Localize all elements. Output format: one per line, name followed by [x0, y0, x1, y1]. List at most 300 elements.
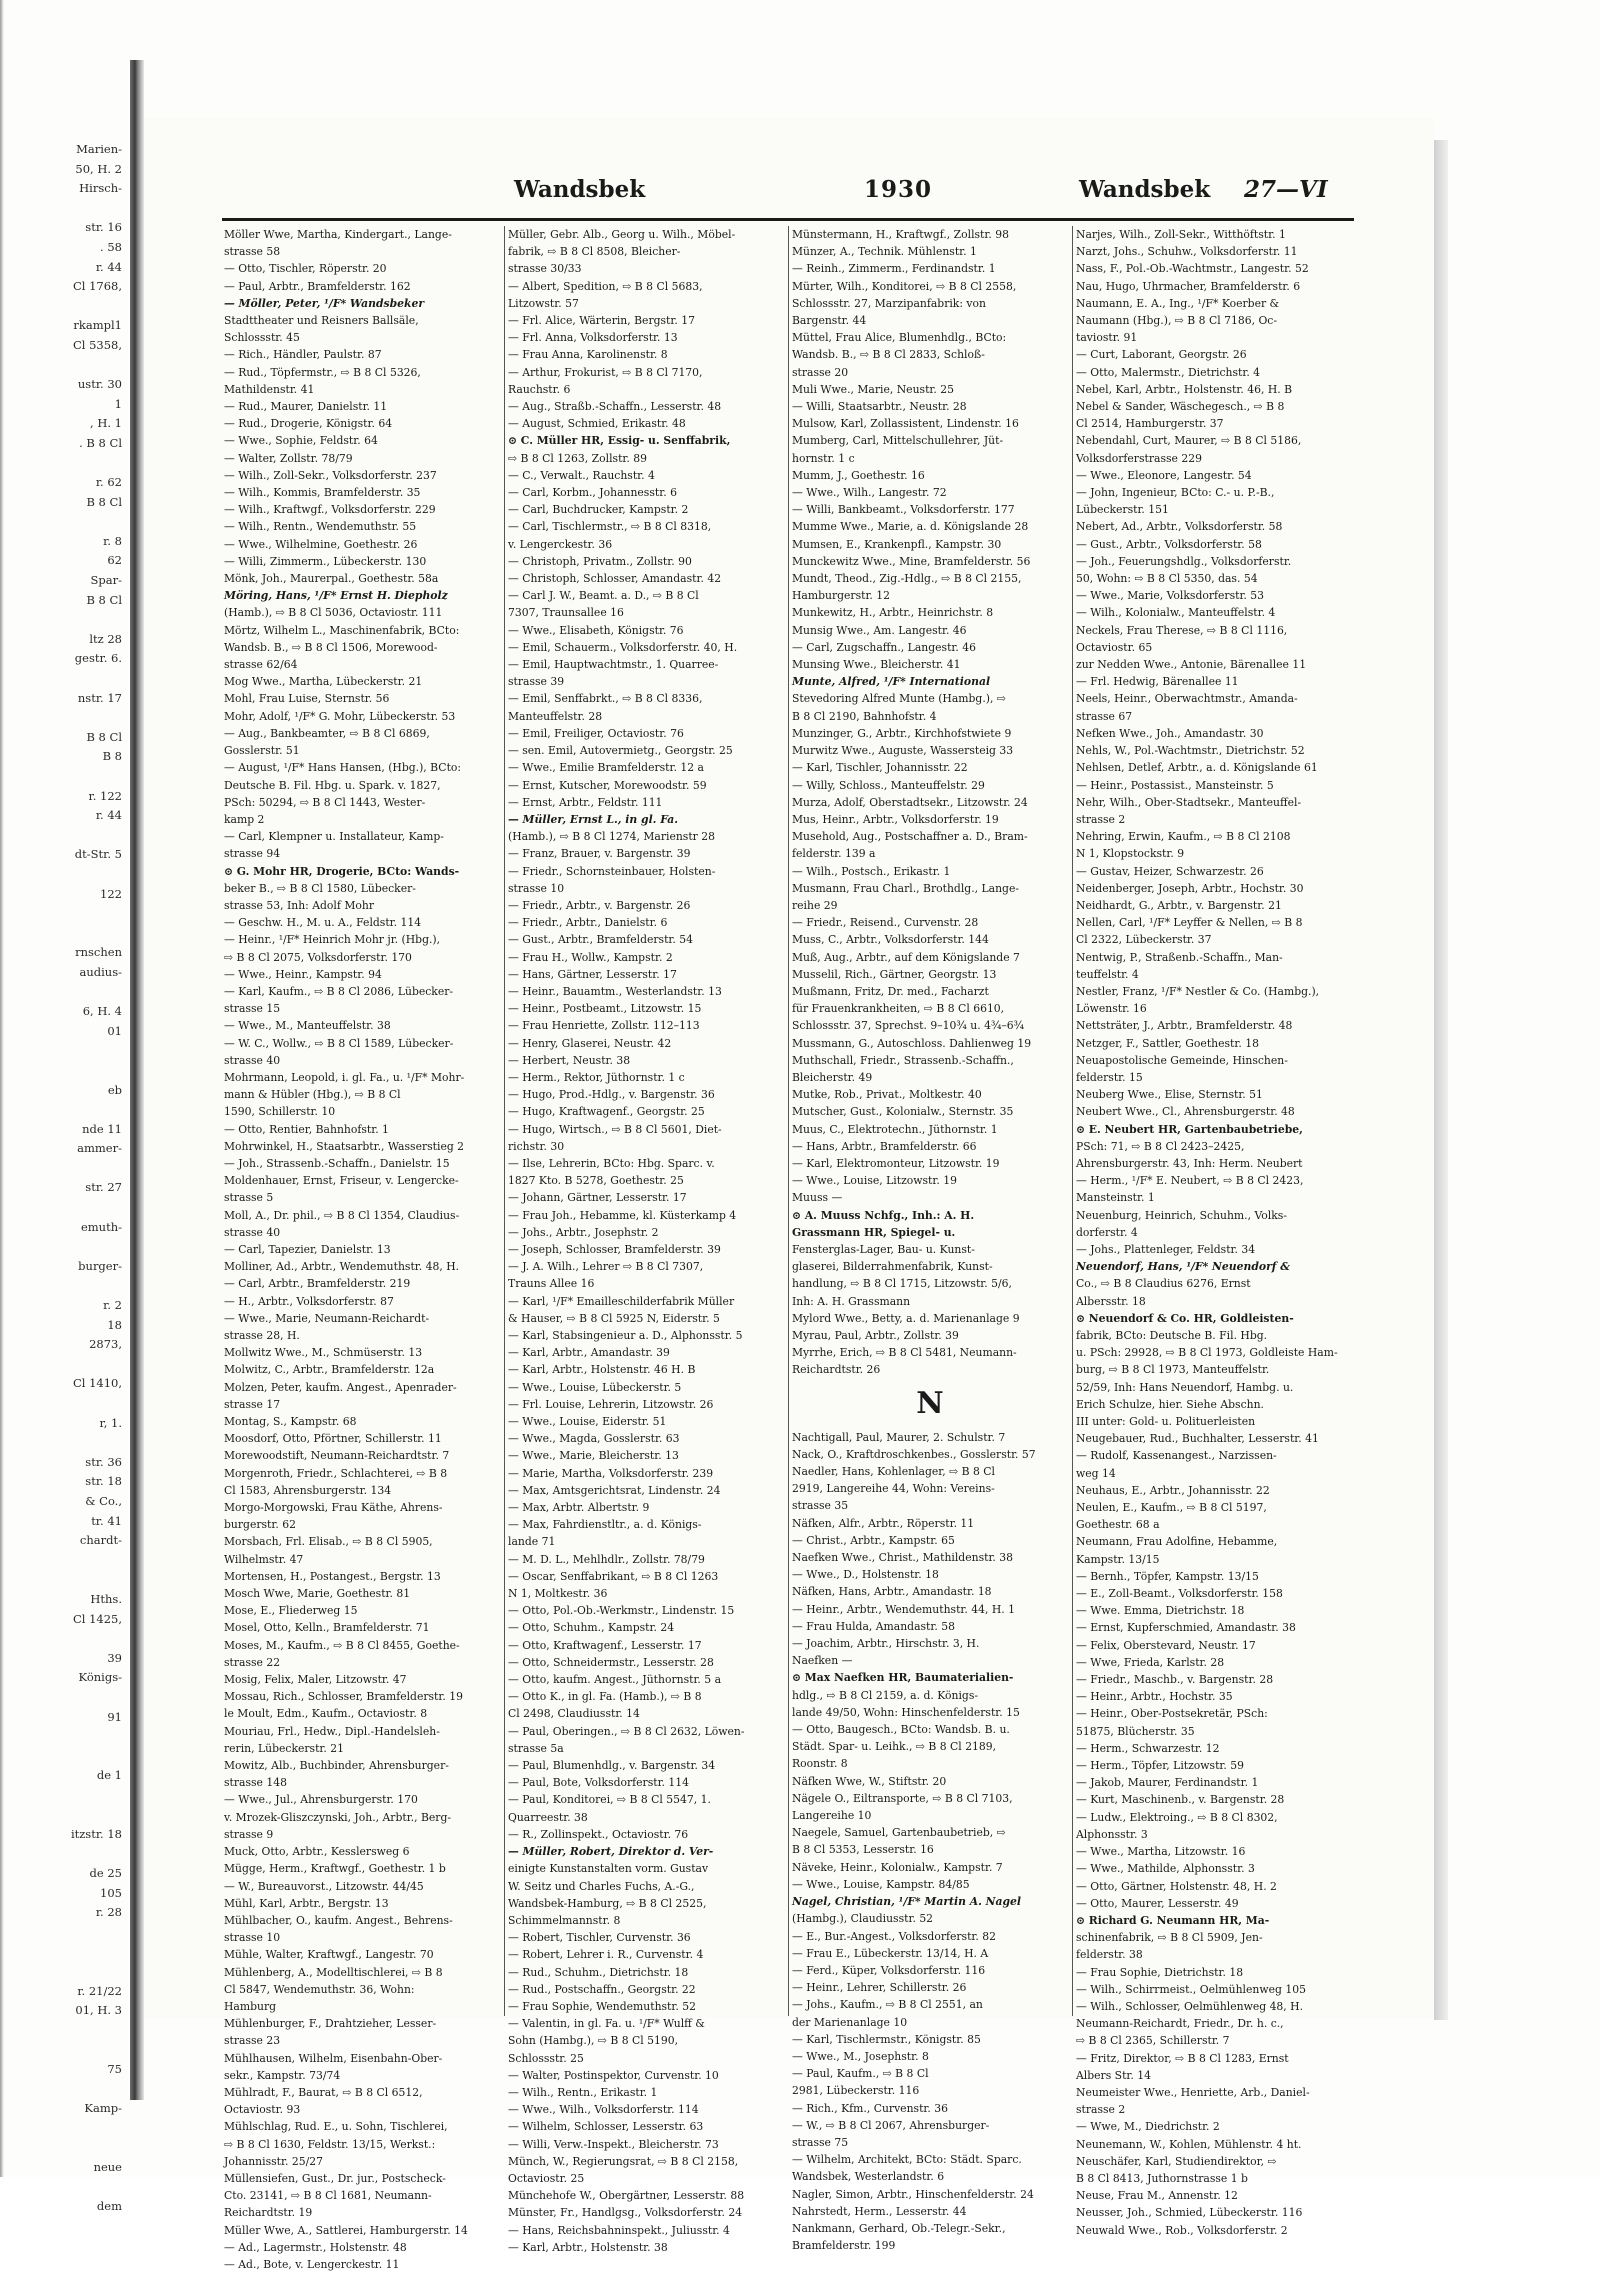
directory-entry: fabrik, BCto: Deutsche B. Fil. Hbg.	[1076, 1329, 1268, 1342]
prev-page-line	[0, 199, 128, 219]
directory-entry: felderstr. 15	[1076, 1070, 1143, 1084]
directory-entry: Mulsow, Karl, Zollassistent, Lindenstr. 16	[792, 417, 1019, 431]
prev-page-line: burger-	[78, 1258, 122, 1273]
directory-entry: — Fritz, Direktor, ⇨ B 8 Cl 1283, Ernst	[1076, 2051, 1289, 2065]
directory-entry: reihe 29	[792, 898, 838, 912]
directory-entry: Naumann (Hbg.), ⇨ B 8 Cl 7186, Oc-	[1076, 314, 1277, 328]
prev-page-line: Cl 1410,	[72, 1376, 122, 1391]
directory-entry: — Ernst, Kutscher, Morewoodstr. 59	[508, 778, 707, 792]
directory-entry: — Gust., Arbtr., Bramfelderstr. 54	[508, 933, 693, 947]
directory-entry: strasse 148	[224, 1776, 287, 1790]
directory-entry: kamp 2	[224, 812, 265, 826]
directory-entry: — Valentin, in gl. Fa. u. ¹/F* Wulff &	[508, 2017, 705, 2031]
directory-entry: — Ad., Bote, v. Lengerckestr. 11	[224, 2257, 400, 2271]
directory-entry: Wandsb. B., ⇨ B 8 Cl 1506, Morewood-	[224, 640, 438, 654]
prev-page-line: gestr. 6.	[74, 651, 122, 666]
directory-entry: Mohrmann, Leopold, i. gl. Fa., u. ¹/F* Mohr-	[224, 1070, 465, 1084]
directory-entry: — Wilh., Schirrmeist., Oelmühlenweg 105	[1076, 1982, 1306, 1996]
directory-entry: — Robert, Lehrer i. R., Curvenstr. 4	[508, 1948, 704, 1962]
directory-entry: — Otto, Rentier, Bahnhofstr. 1	[224, 1122, 389, 1136]
directory-entry: Neuberg Wwe., Elise, Sternstr. 51	[1076, 1088, 1263, 1102]
prev-page-line: . 58	[100, 239, 122, 254]
directory-entry: Wandsb. B., ⇨ B 8 Cl 2833, Schloß-	[792, 348, 985, 362]
directory-entry: Alphonsstr. 3	[1076, 1827, 1148, 1841]
directory-entry: — Walter, Zollstr. 78/79	[224, 451, 353, 465]
directory-entry: — Paul, Oberingen., ⇨ B 8 Cl 2632, Löwen-	[508, 1724, 745, 1738]
directory-entry: Neumann, Frau Adolfine, Hebamme,	[1076, 1535, 1278, 1549]
directory-entry: — Geschw. H., M. u. A., Feldstr. 114	[224, 916, 422, 930]
directory-entry: Muuss —	[792, 1191, 843, 1205]
directory-entry: — Arthur, Frokurist, ⇨ B 8 Cl 7170,	[508, 365, 703, 379]
directory-entry: — Wwe., Elisabeth, Königstr. 76	[508, 623, 684, 637]
directory-entry: — Rud., Postschaffn., Georgstr. 22	[508, 1982, 696, 1996]
prev-page-line: 39	[107, 1650, 122, 1665]
directory-entry: Kampstr. 13/15	[1076, 1552, 1160, 1566]
directory-entry: — Carl J. W., Beamt. a. D., ⇨ B 8 Cl	[508, 589, 699, 603]
prev-page-line: Marien-	[76, 142, 122, 156]
directory-entry: — Wwe., Magda, Gosslerstr. 63	[508, 1432, 680, 1446]
directory-entry: Mügge, Herm., Kraftwgf., Goethestr. 1 b	[224, 1862, 446, 1876]
directory-entry: — Wwe., Wilh., Langestr. 72	[792, 486, 947, 500]
directory-entry: — Herm., Rektor, Jüthornstr. 1 c	[508, 1070, 685, 1084]
prev-page-line: de 25	[89, 1866, 122, 1881]
directory-entry: ⇨ B 8 Cl 2365, Schillerstr. 7	[1076, 2034, 1230, 2048]
directory-entry: Octaviostr. 25	[508, 2171, 585, 2185]
directory-entry: (Hambg.), Claudiusstr. 52	[792, 1912, 934, 1926]
directory-entry: — Paul, Kaufm., ⇨ B 8 Cl	[792, 2067, 929, 2081]
directory-entry: strasse 94	[224, 847, 281, 861]
directory-entry: Molwitz, C., Arbtr., Bramfelderstr. 12a	[224, 1363, 435, 1377]
prev-page-line: r. 44	[95, 808, 122, 823]
directory-entry: Muss, C., Arbtr., Volksdorferstr. 144	[792, 933, 989, 947]
directory-entry: Mouriau, Frl., Hedw., Dipl.-Handelsleh-	[224, 1724, 440, 1738]
directory-entry: — Heinr., Ober-Postsekretär, PSch:	[1076, 1707, 1268, 1721]
directory-entry: — Hans, Gärtner, Lesserstr. 17	[508, 967, 677, 981]
directory-entry: — Herbert, Neustr. 38	[508, 1053, 631, 1067]
directory-entry: strasse 10	[224, 1931, 281, 1945]
directory-entry: — Robert, Tischler, Curvenstr. 36	[508, 1931, 691, 1945]
directory-entry: Neidhardt, G., Arbtr., v. Bargenstr. 21	[1076, 898, 1282, 912]
prev-page-line: 50, H. 2	[75, 161, 122, 176]
prev-page-line: r. 44	[95, 259, 122, 274]
header-city-right: Wandsbek	[1079, 176, 1211, 203]
directory-entry: Murwitz Wwe., Auguste, Wassersteig 33	[792, 744, 1014, 758]
directory-column-3	[792, 226, 1068, 2253]
prev-page-line	[0, 356, 128, 376]
prev-page-line	[0, 1394, 128, 1414]
directory-entry: strasse 20	[792, 365, 849, 379]
directory-entry: — Willy, Schloss., Manteuffelstr. 29	[792, 778, 985, 792]
directory-entry: Molliner, Ad., Arbtr., Wendemuthstr. 48, H.	[224, 1260, 460, 1274]
directory-entry: Mörtz, Wilhelm L., Maschinenfabrik, BCto:	[224, 623, 460, 637]
prev-page-line: 1	[114, 396, 122, 411]
directory-entry: — Carl, Arbtr., Bramfelderstr. 219	[224, 1277, 411, 1291]
directory-entry: — Max, Fahrdienstltr., a. d. Königs-	[508, 1518, 702, 1532]
prev-page-line	[0, 1237, 128, 1257]
directory-entry: PSch: 71, ⇨ B 8 Cl 2423–2425,	[1076, 1139, 1245, 1153]
directory-entry: — Willi, Verw.-Inspekt., Bleicherstr. 73	[508, 2137, 719, 2151]
directory-entry: Quarreestr. 38	[508, 1810, 588, 1824]
directory-entry: Naumann, E. A., Ing., ¹/F* Koerber &	[1076, 296, 1280, 310]
directory-entry: hornstr. 1 c	[792, 451, 855, 465]
prev-page-line: 91	[107, 1709, 122, 1724]
prev-page-line	[0, 2021, 128, 2041]
directory-entry: Neumann-Reichardt, Friedr., Dr. h. c.,	[1076, 2017, 1284, 2031]
directory-entry: — Otto, Baugesch., BCto: Wandsb. B. u.	[792, 1723, 1010, 1737]
directory-entry: Münch, W., Regierungsrat, ⇨ B 8 Cl 2158,	[508, 2154, 739, 2168]
directory-entry: — Ernst, Kupferschmied, Amandastr. 38	[1076, 1621, 1296, 1635]
directory-entry: Muß, Aug., Arbtr., auf dem Königslande 7	[792, 950, 1020, 964]
directory-entry: Näfken Wwe, W., Stiftstr. 20	[792, 1774, 947, 1788]
prev-page-line: . B 8 Cl	[79, 435, 122, 450]
directory-entry: Mönk, Joh., Maurerpal., Goethestr. 58a	[224, 572, 439, 586]
directory-entry: strasse 15	[224, 1002, 281, 1016]
directory-entry: — Emil, Hauptwachtmstr., 1. Quarree-	[508, 658, 719, 672]
directory-entry: — Müller, Ernst L., in gl. Fa.	[508, 812, 679, 826]
prev-page-line	[0, 1159, 128, 1179]
directory-entry: — Johs., Plattenleger, Feldstr. 34	[1076, 1242, 1256, 1256]
prev-page-line	[0, 2139, 128, 2159]
directory-entry: mann & Hübler (Hbg.), ⇨ B 8 Cl	[224, 1088, 401, 1102]
directory-entry: Deutsche B. Fil. Hbg. u. Spark. v. 1827,	[224, 778, 441, 792]
directory-entry: Narjes, Wilh., Zoll-Sekr., Witthöftstr. 1	[1076, 228, 1286, 241]
prev-page-line	[0, 1355, 128, 1375]
directory-entry: Langereihe 10	[792, 1809, 872, 1823]
directory-entry: Reichardtstr. 26	[792, 1363, 881, 1377]
directory-entry: Mühl, Karl, Arbtr., Bergstr. 13	[224, 1896, 389, 1910]
directory-entry: Schlossstr. 45	[224, 331, 300, 345]
directory-entry: Musselil, Rich., Gärtner, Georgstr. 13	[792, 967, 997, 981]
prev-page-line: Spar-	[90, 573, 122, 588]
directory-entry: — Heinr., Lehrer, Schillerstr. 26	[792, 1981, 967, 1995]
directory-entry: Morgenroth, Friedr., Schlachterei, ⇨ B 8	[224, 1466, 448, 1480]
directory-entry: dorferstr. 4	[1076, 1225, 1138, 1239]
header-page-number: 27—VI	[1244, 176, 1328, 203]
directory-entry: Mundt, Theod., Zig.-Hdlg., ⇨ B 8 Cl 2155,	[792, 572, 1022, 586]
directory-entry: — Frau Henriette, Zollstr. 112–113	[508, 1019, 700, 1033]
directory-entry: Nellen, Carl, ¹/F* Leyffer & Nellen, ⇨ B 8	[1076, 916, 1303, 930]
directory-entry: — Curt, Laborant, Georgstr. 26	[1076, 348, 1247, 362]
directory-entry: Neusser, Joh., Schmied, Lübeckerstr. 116	[1076, 2206, 1303, 2220]
directory-entry: — Frl. Anna, Volksdorferstr. 13	[508, 331, 678, 345]
directory-entry: — Aug., Bankbeamter, ⇨ B 8 Cl 6869,	[224, 726, 430, 740]
directory-entry: — Christ., Arbtr., Kampstr. 65	[792, 1533, 955, 1547]
directory-entry: Sohn (Hambg.), ⇨ B 8 Cl 5190,	[508, 2034, 679, 2048]
directory-entry: Lübeckerstr. 151	[1076, 503, 1169, 517]
directory-page	[144, 118, 1434, 2271]
prev-page-line: r, 1.	[99, 1415, 122, 1430]
directory-entry: Muck, Otto, Arbtr., Kesslersweg 6	[224, 1845, 410, 1859]
directory-entry: Cl 2322, Lübeckerstr. 37	[1076, 933, 1212, 947]
prev-page-line	[0, 1100, 128, 1120]
prev-page-line: B 8 Cl	[86, 494, 122, 509]
directory-entry: — W., Bureauvorst., Litzowstr. 44/45	[224, 1879, 424, 1893]
directory-entry: Mussmann, G., Autoschloss. Dahlienweg 19	[792, 1036, 1032, 1050]
directory-entry: — Wilh., Kommis, Bramfelderstr. 35	[224, 486, 421, 500]
directory-entry: Mutke, Rob., Privat., Moltkestr. 40	[792, 1088, 982, 1102]
prev-page-line: str. 18	[85, 1474, 122, 1489]
directory-entry: strasse 75	[792, 2135, 849, 2149]
directory-entry: — Johann, Gärtner, Lesserstr. 17	[508, 1191, 687, 1205]
directory-entry: Morsbach, Frl. Elisab., ⇨ B 8 Cl 5905,	[224, 1535, 433, 1549]
directory-entry: strasse 40	[224, 1225, 281, 1239]
directory-entry: Mollwitz Wwe., M., Schmüserstr. 13	[224, 1346, 423, 1360]
directory-entry: — Friedr., Schornsteinbauer, Holsten-	[508, 864, 716, 878]
directory-entry: Morewoodstift, Neumann-Reichardtstr. 7	[224, 1449, 450, 1463]
directory-entry: Mohrwinkel, H., Staatsarbtr., Wasserstieg 2	[224, 1139, 465, 1153]
directory-entry: Munkewitz, H., Arbtr., Heinrichstr. 8	[792, 606, 994, 620]
prev-page-line: str. 27	[85, 1180, 122, 1195]
directory-entry: Müller, Gebr. Alb., Georg u. Wilh., Möbel-	[508, 228, 736, 241]
directory-entry: Neunemann, W., Kohlen, Mühlenstr. 4 ht.	[1076, 2137, 1302, 2151]
directory-entry: Schlossstr. 37, Sprechst. 9–10¾ u. 4¾–6¾	[792, 1019, 1025, 1033]
directory-entry: Albers Str. 14	[1076, 2068, 1151, 2082]
directory-entry: Volksdorferstrasse 229	[1076, 451, 1202, 465]
directory-entry: Mosch Wwe, Marie, Goethestr. 81	[224, 1587, 411, 1601]
directory-entry: rerin, Lübeckerstr. 21	[224, 1741, 345, 1755]
directory-entry: Schimmelmannstr. 8	[508, 1913, 621, 1927]
directory-entry: u. PSch: 29928, ⇨ B 8 Cl 1973, Goldleiste Ham-	[1076, 1346, 1338, 1360]
directory-entry: Mowitz, Alb., Buchbinder, Ahrensburger-	[224, 1759, 449, 1773]
directory-entry: Nehls, W., Pol.-Wachtmstr., Dietrichstr. 52	[1076, 744, 1305, 758]
directory-entry: — Carl, Korbm., Johannesstr. 6	[508, 486, 677, 500]
directory-entry: Goethestr. 68 a	[1076, 1518, 1160, 1532]
prev-page-line: emuth-	[80, 1219, 122, 1234]
directory-entry: 1590, Schillerstr. 10	[224, 1105, 336, 1119]
directory-entry: teuffelstr. 4	[1076, 967, 1139, 981]
directory-entry: — Wwe, Frieda, Karlstr. 28	[1076, 1655, 1225, 1669]
directory-entry: Neuapostolische Gemeinde, Hinschen-	[1076, 1053, 1288, 1067]
prev-page-line: Cl 1425,	[72, 1611, 122, 1626]
directory-entry: — Wilh., Rentn., Wendemuthstr. 55	[224, 520, 417, 534]
directory-entry: — Müller, Robert, Direktor d. Ver-	[508, 1845, 714, 1859]
prev-page-line	[0, 1747, 128, 1767]
directory-entry: — Wwe., Marie, Bleicherstr. 13	[508, 1449, 679, 1463]
directory-entry: Nehr, Wilh., Ober-Stadtsekr., Manteuffel-	[1076, 795, 1302, 809]
directory-entry: ⊙ A. Muuss Nchfg., Inh.: A. H.	[792, 1208, 975, 1222]
directory-entry: Nägele O., Eiltransporte, ⇨ B 8 Cl 7103,	[792, 1791, 1013, 1805]
prev-page-line	[0, 983, 128, 1003]
directory-entry: Nebert, Ad., Arbtr., Volksdorferstr. 58	[1076, 520, 1283, 534]
prev-page-line: r. 122	[88, 788, 122, 803]
directory-entry: — Wwe., Wilh., Volksdorferstr. 114	[508, 2103, 699, 2117]
directory-entry: Octaviostr. 93	[224, 2103, 301, 2117]
directory-entry: — Wwe., Wilhelmine, Goethestr. 26	[224, 537, 418, 551]
directory-entry: — Frau H., Wollw., Kampstr. 2	[508, 950, 673, 964]
directory-entry: — Frau Anna, Karolinenstr. 8	[508, 348, 668, 362]
prev-page-line: str. 16	[85, 220, 122, 235]
prev-page-line	[0, 1629, 128, 1649]
directory-entry: Müller Wwe, A., Sattlerei, Hamburgerstr. 14	[224, 2223, 468, 2237]
directory-entry: — Karl, Tischlermstr., Königstr. 85	[792, 2032, 981, 2046]
directory-entry: — Rud., Schuhm., Dietrichstr. 18	[508, 1965, 689, 1979]
directory-entry: Mühlenberg, A., Modelltischlerei, ⇨ B 8	[224, 1965, 443, 1979]
directory-entry: — Frau Sophie, Wendemuthstr. 52	[508, 1999, 696, 2013]
directory-entry: — Hugo, Prod.-Hdlg., v. Bargenstr. 36	[508, 1088, 715, 1102]
directory-entry: — Willi, Staatsarbtr., Neustr. 28	[792, 400, 967, 414]
header-year: 1930	[864, 176, 933, 203]
directory-entry: — Walter, Postinspektor, Curvenstr. 10	[508, 2068, 719, 2082]
directory-entry: — Frau Hulda, Amandastr. 58	[792, 1619, 955, 1633]
directory-entry: Moses, M., Kaufm., ⇨ B 8 Cl 8455, Goethe-	[224, 1638, 460, 1652]
directory-entry: strasse 17	[224, 1397, 281, 1411]
directory-entry: Cl 1583, Ahrensburgerstr. 134	[224, 1483, 392, 1497]
directory-entry: — E., Zoll-Beamt., Volksdorferstr. 158	[1076, 1587, 1283, 1601]
prev-page-line: nde 11	[82, 1121, 122, 1136]
directory-entry: Muthschall, Friedr., Strassenb.-Schaffn.,	[792, 1053, 1014, 1067]
directory-entry: — Herm., ¹/F* E. Neubert, ⇨ B 8 Cl 2423,	[1076, 1174, 1304, 1188]
directory-entry: — Johs., Arbtr., Josephstr. 2	[508, 1225, 659, 1239]
directory-entry: 2919, Langereihe 44, Wohn: Vereins-	[792, 1482, 995, 1496]
directory-entry: Münstermann, H., Kraftwgf., Zollstr. 98	[792, 228, 1009, 241]
directory-entry: Nentwig, P., Straßenb.-Schaffn., Man-	[1076, 950, 1283, 964]
directory-entry: Muli Wwe., Marie, Neustr. 25	[792, 382, 954, 396]
directory-entry: — Wwe., Louise, Eiderstr. 51	[508, 1415, 667, 1429]
prev-page-line: ltz 28	[89, 631, 122, 646]
directory-entry: — Joh., Feuerungshdlg., Volksdorferstr.	[1076, 554, 1292, 568]
prev-page-line	[0, 904, 128, 924]
prev-page-line: Kamp-	[84, 2101, 122, 2116]
directory-entry: Munsig Wwe., Am. Langestr. 46	[792, 623, 967, 637]
directory-entry: strasse 67	[1076, 709, 1133, 723]
directory-entry: — Johs., Kaufm., ⇨ B 8 Cl 2551, an	[792, 1998, 983, 2012]
directory-entry: — Karl, Arbtr., Holstenstr. 38	[508, 2240, 668, 2254]
prev-page-line	[0, 826, 128, 846]
directory-entry: le Moult, Edm., Kaufm., Octaviostr. 8	[224, 1707, 428, 1721]
column-divider	[504, 226, 505, 2016]
prev-page-line: B 8 Cl	[86, 729, 122, 744]
directory-entry: Montag, S., Kampstr. 68	[224, 1415, 357, 1429]
directory-entry: — Otto K., in gl. Fa. (Hamb.), ⇨ B 8	[508, 1690, 702, 1704]
directory-entry: taviostr. 91	[1076, 331, 1138, 345]
directory-entry: — Heinr., ¹/F* Heinrich Mohr jr. (Hbg.),	[224, 933, 441, 947]
directory-entry: Munckewitz Wwe., Mine, Bramfelderstr. 56	[792, 554, 1031, 568]
directory-entry: der Marienanlage 10	[792, 2015, 908, 2029]
directory-entry: — Emil, Senffabrkt., ⇨ B 8 Cl 8336,	[508, 692, 703, 706]
directory-entry: — Wwe., Louise, Kampstr. 84/85	[792, 1877, 970, 1891]
directory-entry: Mog Wwe., Martha, Lübeckerstr. 21	[224, 675, 423, 689]
directory-entry: felderstr. 139 a	[792, 847, 876, 861]
directory-entry: Schlossstr. 25	[508, 2051, 584, 2065]
directory-entry: Mühlbacher, O., kaufm. Angest., Behrens-	[224, 1913, 453, 1927]
directory-entry: W. Seitz und Charles Fuchs, A.-G.,	[508, 1879, 695, 1893]
directory-entry: Wandsbek, Westerlandstr. 6	[792, 2170, 945, 2184]
header-rule	[222, 218, 1354, 221]
directory-entry: Mosig, Felix, Maler, Litzowstr. 47	[224, 1673, 407, 1687]
directory-entry: Bleicherstr. 49	[792, 1070, 873, 1084]
directory-entry: — August, Schmied, Erikastr. 48	[508, 417, 686, 431]
directory-entry: Myrrhe, Erich, ⇨ B 8 Cl 5481, Neumann-	[792, 1346, 1017, 1360]
directory-entry: Mühlschlag, Rud. E., u. Sohn, Tischlerei,	[224, 2120, 448, 2134]
directory-entry: Neuendorf, Hans, ¹/F* Neuendorf &	[1076, 1260, 1290, 1274]
directory-entry: Erich Schulze, hier. Siehe Abschn.	[1076, 1397, 1264, 1411]
directory-entry: schinenfabrik, ⇨ B 8 Cl 5909, Jen-	[1076, 1931, 1263, 1945]
directory-entry: Müllensiefen, Gust., Dr. jur., Postscheck-	[224, 2171, 446, 2185]
directory-entry: — Rud., Töpfermstr., ⇨ B 8 Cl 5326,	[224, 365, 421, 379]
prev-page-line: rnschen	[75, 945, 122, 960]
directory-entry: B 8 Cl 8413, Juthornstrasse 1 b	[1076, 2171, 1248, 2185]
directory-entry: — Kurt, Maschinenb., v. Bargenstr. 28	[1076, 1793, 1285, 1807]
directory-entry: Stadttheater und Reisners Ballsäle,	[224, 314, 419, 328]
book-gutter	[130, 60, 144, 2100]
directory-entry: burg, ⇨ B 8 Cl 1973, Manteuffelstr.	[1076, 1363, 1270, 1377]
directory-entry: — Max, Arbtr. Albertstr. 9	[508, 1501, 650, 1515]
directory-entry: Löwenstr. 16	[1076, 1002, 1147, 1016]
directory-entry: Neuenburg, Heinrich, Schuhm., Volks-	[1076, 1208, 1287, 1222]
directory-entry: — Wwe., Emilie Bramfelderstr. 12 a	[508, 761, 704, 775]
directory-entry: lande 71	[508, 1535, 556, 1549]
directory-entry: Nahrstedt, Herm., Lesserstr. 44	[792, 2204, 967, 2218]
directory-entry: Naefken Wwe., Christ., Mathildenstr. 38	[792, 1551, 1014, 1565]
directory-entry: Wilhelmstr. 47	[224, 1552, 304, 1566]
directory-entry: — Emil, Freiliger, Octaviostr. 76	[508, 726, 684, 740]
prev-page-line: r. 62	[95, 475, 122, 490]
directory-entry: ⊙ G. Mohr HR, Drogerie, BCto: Wands-	[224, 864, 460, 878]
prev-page-line	[0, 1923, 128, 1943]
directory-entry: — Paul, Bote, Volksdorferstr. 114	[508, 1776, 690, 1790]
prev-page-line	[0, 1943, 128, 1963]
directory-entry: Bargenstr. 44	[792, 314, 867, 328]
directory-entry: Nettsträter, J., Arbtr., Bramfelderstr. 48	[1076, 1019, 1293, 1033]
directory-entry: Nagler, Simon, Arbtr., Hinschenfelderstr. 24	[792, 2187, 1034, 2201]
directory-entry: Münster, Fr., Handlgsg., Volksdorferstr. 24	[508, 2206, 743, 2220]
prev-page-line	[0, 767, 128, 787]
directory-entry: strasse 40	[224, 1053, 281, 1067]
directory-entry: Neulen, E., Kaufm., ⇨ B 8 Cl 5197,	[1076, 1501, 1267, 1515]
directory-entry: Neels, Heinr., Oberwachtmstr., Amanda-	[1076, 692, 1298, 706]
directory-entry: Litzowstr. 57	[508, 296, 579, 310]
prev-page-line: 122	[100, 886, 122, 901]
directory-entry: zur Nedden Wwe., Antonie, Bärenallee 11	[1076, 658, 1307, 672]
directory-entry: strasse 35	[792, 1499, 849, 1513]
directory-entry: 2981, Lübeckerstr. 116	[792, 2084, 920, 2098]
directory-entry: — Ludw., Elektroing., ⇨ B 8 Cl 8302,	[1076, 1810, 1278, 1824]
directory-entry: — Friedr., Arbtr., Danielstr. 6	[508, 916, 668, 930]
directory-entry: — Otto, Kraftwagenf., Lesserstr. 17	[508, 1638, 702, 1652]
directory-entry: ⇨ B 8 Cl 1263, Zollstr. 89	[508, 451, 647, 465]
prev-page-line: r. 8	[103, 533, 122, 548]
directory-entry: strasse 28, H.	[224, 1329, 300, 1342]
prev-page-line	[0, 2041, 128, 2061]
directory-entry: — Wwe., M., Josephstr. 8	[792, 2049, 929, 2063]
directory-entry: Neuwald Wwe., Rob., Volksdorferstr. 2	[1076, 2223, 1288, 2237]
directory-entry: — Frl. Alice, Wärterin, Bergstr. 17	[508, 314, 695, 328]
column-divider	[788, 226, 789, 2016]
prev-page-line	[0, 1198, 128, 1218]
prev-page-line: 75	[107, 2062, 122, 2077]
directory-entry: strasse 2	[1076, 812, 1126, 826]
directory-entry: fabrik, ⇨ B 8 Cl 8508, Bleicher-	[508, 245, 681, 259]
prev-page-line: 01, H. 3	[75, 2003, 122, 2018]
directory-entry: — Wwe., Martha, Litzowstr. 16	[1076, 1845, 1246, 1859]
prev-page-line	[0, 1727, 128, 1747]
directory-entry: Wandsbek-Hamburg, ⇨ B 8 Cl 2525,	[508, 1896, 707, 1910]
directory-entry: Octaviostr. 65	[1076, 640, 1153, 654]
directory-entry: III unter: Gold- u. Polituerleisten	[1076, 1415, 1256, 1429]
directory-entry: ⊙ Max Naefken HR, Baumaterialien-	[792, 1671, 1014, 1685]
directory-entry: Trauns Allee 16	[508, 1277, 595, 1291]
directory-entry: Naegele, Samuel, Gartenbaubetrieb, ⇨	[792, 1826, 1006, 1840]
directory-entry: Münzer, A., Technik. Mühlenstr. 1	[792, 245, 977, 259]
directory-entry: felderstr. 38	[1076, 1948, 1143, 1962]
directory-entry: Mühlhausen, Wilhelm, Eisenbahn-Ober-	[224, 2051, 443, 2065]
directory-entry: beker B., ⇨ B 8 Cl 1580, Lübecker-	[224, 881, 416, 895]
directory-entry: — Rudolf, Kassenangest., Narzissen-	[1076, 1449, 1277, 1463]
directory-entry: Nagel, Christian, ¹/F* Martin A. Nagel	[792, 1895, 1022, 1909]
directory-entry: — Karl, Stabsingenieur a. D., Alphonsstr. 5	[508, 1329, 743, 1342]
directory-entry: Mumm, J., Goethestr. 16	[792, 468, 925, 482]
directory-entry: — Rich., Kfm., Curvenstr. 36	[792, 2101, 948, 2115]
